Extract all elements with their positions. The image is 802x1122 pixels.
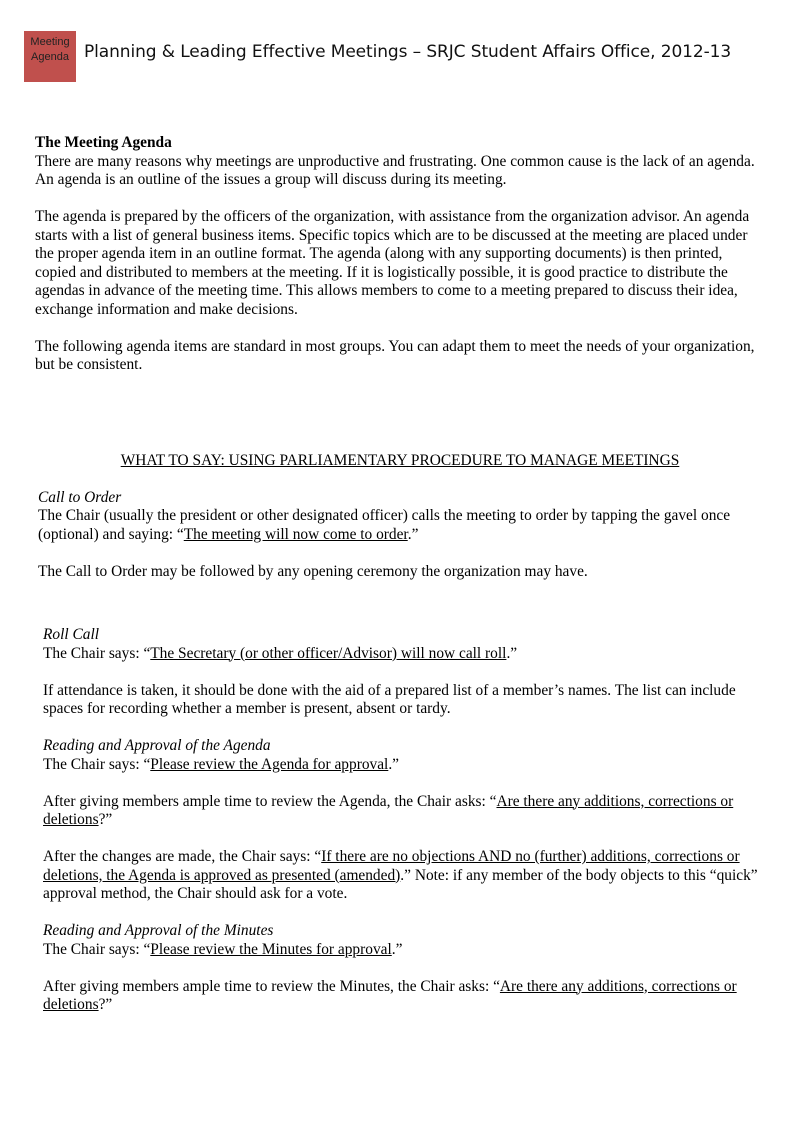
minutes-approval-paragraph-2: After giving members ample time to review the Minutes, the Chair asks: “Are there any additions, corrections or deletions?” — [43, 977, 737, 1013]
document-body — [35, 134, 765, 1015]
intro-paragraph-2: The agenda is prepared by the officers of the organization, with assistance from the organization advisor. An agenda starts with a list of general business items. Specific topics which are to be discussed at the meeting are placed under the proper agenda item in an outline format. The agenda (along with any supporting documents) is then printed, copied and distributed to members at the meeting. If it is logistically possible, it is good practice to distribute the agendas in advance of the meeting time. This allows members to come to a meeting prepared to discuss their idea, exchange information and make decisions. — [35, 208, 750, 318]
agenda-approval-paragraph-2: After giving members ample time to review the Agenda, the Chair asks: “Are there any additions, corrections or deletions?” — [43, 792, 734, 828]
intro-paragraph-3: The following agenda items are standard in most groups. You can adapt them to meet the needs of your organization, but be consistent. — [35, 337, 755, 373]
intro-paragraph-1: There are many reasons why meetings are unproductive and frustrating. One common cause is the lack of an agenda. An agenda is an outline of the issues a group will discuss during its meeting. — [35, 152, 755, 188]
minutes-approval-quote: Please review the Minutes for approval — [150, 940, 392, 958]
minutes-approval-title: Reading and Approval of the Minutes — [43, 922, 274, 939]
agenda-heading: The Meeting Agenda — [35, 134, 172, 151]
section-heading — [35, 452, 765, 471]
agenda-approval-quote: Please review the Agenda for approval — [150, 755, 389, 773]
agenda-approval-quote-3: If there are no objections AND no (further) additions, corrections or deletions, the Agenda is approved as presented (amended) — [43, 848, 740, 884]
page-header-title: Planning & Leading Effective Meetings – SRJC Student Affairs Office, 2012-13 — [84, 42, 732, 62]
agenda-approval-text: The Chair says: “Please review the Agenda for approval.” — [43, 755, 400, 773]
agenda-approval-title: Reading and Approval of the Agenda — [43, 737, 271, 754]
roll-call-quote: The Secretary (or other officer/Advisor) will now call roll — [150, 644, 507, 662]
roll-call-title: Roll Call — [43, 626, 100, 643]
call-to-order-note: The Call to Order may be followed by any opening ceremony the organization may have. — [38, 562, 588, 580]
call-to-order-text: The Chair (usually the president or other designated officer) calls the meeting to order by tapping the gavel once (optional) and saying: “The meeting will now come to order.” — [38, 507, 731, 543]
call-to-order-quote: The meeting will now come to order — [183, 525, 408, 543]
agenda-approval-paragraph-3: After the changes are made, the Chair says: “If there are no objections AND no (further) additions, corrections or deletions, the Agenda is approved as presented (amended).” Note: if any member of the body objects to this “quick” approval method, the Chair should ask for a vote. — [43, 848, 758, 902]
logo-line-2: Agenda — [31, 51, 69, 63]
logo-line-1: Meeting — [30, 36, 70, 48]
section-heading-text: WHAT TO SAY: USING PARLIAMENTARY PROCEDURE TO MANAGE MEETINGS — [120, 451, 680, 469]
call-to-order-section — [35, 489, 765, 582]
meeting-agenda-logo — [24, 31, 76, 82]
minutes-approval-quote-2: Are there any additions, corrections or deletions — [43, 977, 737, 1013]
roll-call-section — [35, 626, 765, 1015]
call-to-order-title: Call to Order — [38, 488, 122, 506]
roll-call-text: The Chair says: “The Secretary (or other officer/Advisor) will now call roll.” — [43, 644, 518, 662]
minutes-approval-text: The Chair says: “Please review the Minutes for approval.” — [43, 940, 403, 958]
roll-call-note: If attendance is taken, it should be done with the aid of a prepared list of a member’s names. The list can include spaces for recording whether a member is present, absent or tardy. — [43, 681, 736, 717]
agenda-approval-quote-2: Are there any additions, corrections or deletions — [43, 792, 734, 828]
